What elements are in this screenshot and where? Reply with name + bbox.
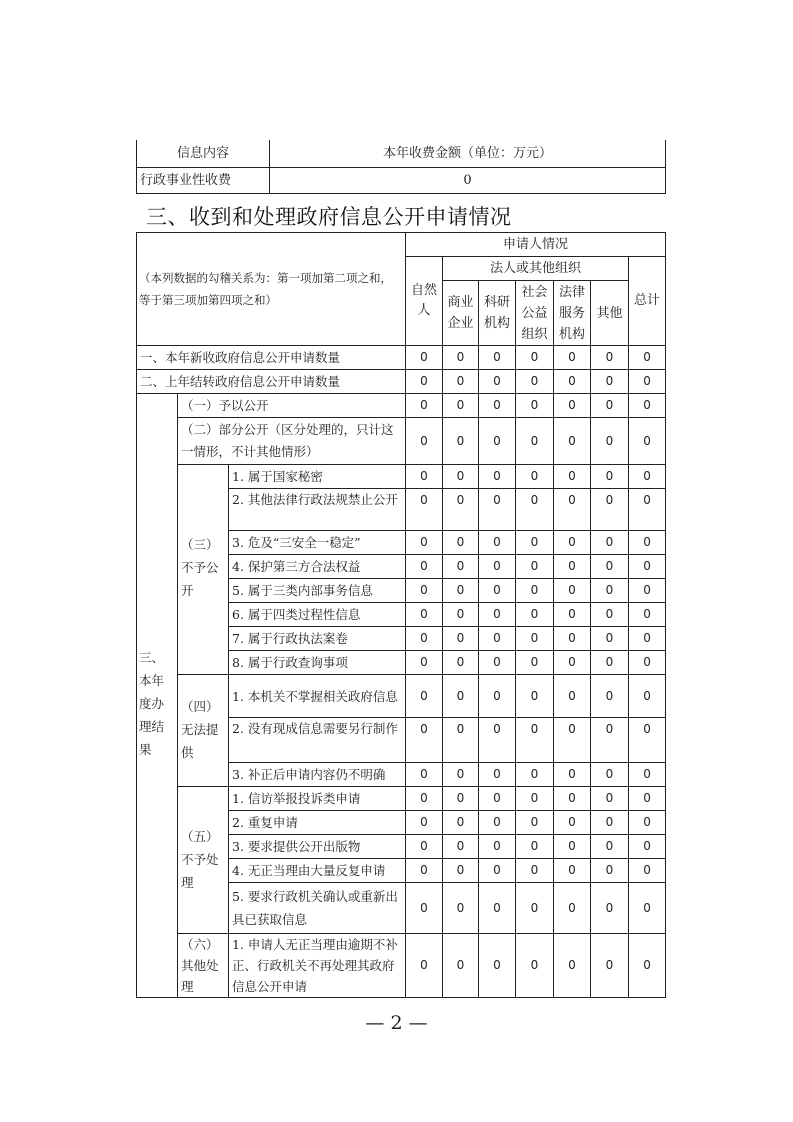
value-cell: 0 (629, 418, 666, 465)
row-label: 3. 要求提供公开出版物 (229, 835, 406, 859)
value-cell: 0 (443, 346, 479, 370)
value-cell: 0 (443, 787, 479, 811)
value-cell: 0 (479, 883, 516, 934)
value-cell: 0 (629, 370, 666, 394)
row-label: 2. 其他法律行政法规禁止公开 (229, 489, 406, 531)
row-label: （二）部分公开（区分处理的，只计这一情形，不计其他情形） (178, 418, 406, 465)
value-cell: 0 (443, 394, 479, 418)
table-row (137, 370, 666, 394)
value-cell: 0 (629, 346, 666, 370)
value-cell: 0 (554, 346, 591, 370)
value-cell: 0 (516, 555, 554, 579)
value-cell: 0 (516, 763, 554, 787)
note-cell: （本列数据的勾稽关系为：第一项加第二项之和，等于第三项加第四项之和） (137, 233, 406, 346)
value-cell: 0 (516, 627, 554, 651)
value-cell: 0 (479, 718, 516, 763)
row-label: 1. 属于国家秘密 (229, 465, 406, 489)
row-label: 2. 没有现成信息需要另行制作 (229, 718, 406, 763)
value-cell: 0 (554, 370, 591, 394)
value-cell: 0 (591, 346, 629, 370)
value-cell: 0 (479, 465, 516, 489)
row-label: 一、本年新收政府信息公开申请数量 (137, 346, 406, 370)
value-cell: 0 (554, 934, 591, 998)
value-cell: 0 (554, 603, 591, 627)
value-cell: 0 (516, 579, 554, 603)
value-cell: 0 (479, 346, 516, 370)
fee-header-amount: 本年收费金额（单位：万元） (270, 140, 666, 167)
value-cell: 0 (629, 934, 666, 998)
value-cell: 0 (629, 718, 666, 763)
value-cell: 0 (591, 651, 629, 675)
value-cell: 0 (406, 531, 443, 555)
value-cell: 0 (406, 934, 443, 998)
row-label: 4. 无正当理由大量反复申请 (229, 859, 406, 883)
row-label: 5. 要求行政机关确认或重新出具已获取信息 (229, 883, 406, 934)
value-cell: 0 (591, 787, 629, 811)
value-cell: 0 (406, 394, 443, 418)
value-cell: 0 (591, 465, 629, 489)
value-cell: 0 (406, 835, 443, 859)
value-cell: 0 (554, 787, 591, 811)
value-cell: 0 (629, 394, 666, 418)
value-cell: 0 (406, 675, 443, 718)
table-row (137, 787, 666, 811)
value-cell: 0 (554, 394, 591, 418)
value-cell: 0 (479, 934, 516, 998)
value-cell: 0 (629, 763, 666, 787)
value-cell: 0 (406, 465, 443, 489)
value-cell: 0 (554, 465, 591, 489)
value-cell: 0 (479, 763, 516, 787)
value-cell: 0 (443, 489, 479, 531)
value-cell: 0 (516, 394, 554, 418)
value-cell: 0 (443, 603, 479, 627)
value-cell: 0 (554, 718, 591, 763)
value-cell: 0 (443, 651, 479, 675)
value-cell: 0 (516, 835, 554, 859)
col-legal-service: 法律服务机构 (554, 281, 591, 346)
value-cell: 0 (406, 718, 443, 763)
col-research: 科研机构 (479, 281, 516, 346)
value-cell: 0 (406, 603, 443, 627)
value-cell: 0 (591, 418, 629, 465)
value-cell: 0 (443, 835, 479, 859)
value-cell: 0 (591, 811, 629, 835)
table-row (137, 934, 666, 998)
application-table (136, 232, 666, 998)
value-cell: 0 (443, 811, 479, 835)
value-cell: 0 (591, 489, 629, 531)
value-cell: 0 (554, 418, 591, 465)
value-cell: 0 (629, 835, 666, 859)
value-cell: 0 (443, 718, 479, 763)
row-label: 1. 信访举报投诉类申请 (229, 787, 406, 811)
value-cell: 0 (554, 579, 591, 603)
value-cell: 0 (406, 418, 443, 465)
value-cell: 0 (591, 531, 629, 555)
value-cell: 0 (516, 465, 554, 489)
col-social: 社会公益组织 (516, 281, 554, 346)
col-other: 其他 (591, 281, 629, 346)
table-row (137, 418, 666, 465)
value-cell: 0 (554, 763, 591, 787)
value-cell: 0 (443, 883, 479, 934)
value-cell: 0 (406, 883, 443, 934)
value-cell: 0 (516, 418, 554, 465)
value-cell: 0 (554, 531, 591, 555)
value-cell: 0 (479, 603, 516, 627)
group-result: 三、本年度办理结果 (137, 394, 178, 998)
col-natural: 自然人 (406, 257, 443, 346)
row-label: 3. 补正后申请内容仍不明确 (229, 763, 406, 787)
legal-header: 法人或其他组织 (443, 257, 629, 281)
value-cell: 0 (406, 555, 443, 579)
value-cell: 0 (629, 627, 666, 651)
value-cell: 0 (443, 763, 479, 787)
group-not-open: （三）不予公开 (178, 465, 229, 675)
value-cell: 0 (591, 579, 629, 603)
row-label: 2. 重复申请 (229, 811, 406, 835)
value-cell: 0 (406, 579, 443, 603)
value-cell: 0 (554, 555, 591, 579)
col-total: 总计 (629, 257, 666, 346)
group-cannot-provide: （四）无法提供 (178, 675, 229, 787)
value-cell: 0 (479, 675, 516, 718)
value-cell: 0 (516, 346, 554, 370)
value-cell: 0 (554, 489, 591, 531)
table-row (137, 394, 666, 418)
value-cell: 0 (406, 370, 443, 394)
value-cell: 0 (406, 651, 443, 675)
value-cell: 0 (443, 934, 479, 998)
value-cell: 0 (629, 883, 666, 934)
value-cell: 0 (629, 787, 666, 811)
value-cell: 0 (554, 651, 591, 675)
value-cell: 0 (629, 555, 666, 579)
fee-row-value: 0 (270, 167, 666, 193)
value-cell: 0 (591, 555, 629, 579)
value-cell: 0 (479, 835, 516, 859)
value-cell: 0 (406, 627, 443, 651)
fee-header-info: 信息内容 (137, 140, 270, 167)
row-label: 8. 属于行政查询事项 (229, 651, 406, 675)
row-label: 3. 危及“三安全一稳定” (229, 531, 406, 555)
value-cell: 0 (516, 883, 554, 934)
value-cell: 0 (629, 465, 666, 489)
value-cell: 0 (406, 787, 443, 811)
value-cell: 0 (554, 627, 591, 651)
value-cell: 0 (591, 718, 629, 763)
value-cell: 0 (479, 489, 516, 531)
value-cell: 0 (516, 531, 554, 555)
table-row (137, 465, 666, 489)
value-cell: 0 (591, 763, 629, 787)
value-cell: 0 (406, 811, 443, 835)
value-cell: 0 (479, 651, 516, 675)
value-cell: 0 (591, 627, 629, 651)
table-row (137, 346, 666, 370)
value-cell: 0 (591, 394, 629, 418)
row-label: 6. 属于四类过程性信息 (229, 603, 406, 627)
table-row (137, 675, 666, 718)
value-cell: 0 (443, 418, 479, 465)
section-heading: 三、收到和处理政府信息公开申请情况 (146, 205, 512, 229)
row-label: 4. 保护第三方合法权益 (229, 555, 406, 579)
fee-row-label: 行政事业性收费 (137, 167, 270, 193)
value-cell: 0 (479, 370, 516, 394)
value-cell: 0 (479, 787, 516, 811)
value-cell: 0 (406, 346, 443, 370)
value-cell: 0 (591, 934, 629, 998)
value-cell: 0 (479, 859, 516, 883)
row-label: 7. 属于行政执法案卷 (229, 627, 406, 651)
applicant-header: 申请人情况 (406, 233, 666, 257)
value-cell: 0 (516, 787, 554, 811)
value-cell: 0 (629, 603, 666, 627)
value-cell: 0 (443, 370, 479, 394)
row-label: 1. 申请人无正当理由逾期不补正、行政机关不再处理其政府信息公开申请 (229, 934, 406, 998)
col-business: 商业企业 (443, 281, 479, 346)
value-cell: 0 (479, 418, 516, 465)
value-cell: 0 (516, 718, 554, 763)
value-cell: 0 (443, 465, 479, 489)
value-cell: 0 (591, 883, 629, 934)
value-cell: 0 (479, 394, 516, 418)
value-cell: 0 (479, 811, 516, 835)
value-cell: 0 (591, 835, 629, 859)
row-label: 1. 本机关不掌握相关政府信息 (229, 675, 406, 718)
value-cell: 0 (554, 883, 591, 934)
value-cell: 0 (516, 489, 554, 531)
value-cell: 0 (591, 859, 629, 883)
value-cell: 0 (629, 531, 666, 555)
value-cell: 0 (443, 627, 479, 651)
value-cell: 0 (479, 627, 516, 651)
value-cell: 0 (554, 675, 591, 718)
value-cell: 0 (479, 579, 516, 603)
value-cell: 0 (554, 835, 591, 859)
value-cell: 0 (629, 811, 666, 835)
value-cell: 0 (479, 531, 516, 555)
value-cell: 0 (516, 934, 554, 998)
value-cell: 0 (554, 811, 591, 835)
value-cell: 0 (443, 859, 479, 883)
value-cell: 0 (443, 531, 479, 555)
value-cell: 0 (443, 579, 479, 603)
value-cell: 0 (406, 489, 443, 531)
value-cell: 0 (443, 675, 479, 718)
value-cell: 0 (516, 859, 554, 883)
value-cell: 0 (406, 859, 443, 883)
row-label: 5. 属于三类内部事务信息 (229, 579, 406, 603)
value-cell: 0 (629, 859, 666, 883)
value-cell: 0 (516, 651, 554, 675)
value-cell: 0 (479, 555, 516, 579)
fee-table (136, 140, 666, 194)
value-cell: 0 (406, 763, 443, 787)
row-label: 二、上年结转政府信息公开申请数量 (137, 370, 406, 394)
value-cell: 0 (629, 579, 666, 603)
value-cell: 0 (516, 811, 554, 835)
page-number: — 2 — (365, 1012, 428, 1034)
value-cell: 0 (554, 859, 591, 883)
value-cell: 0 (516, 370, 554, 394)
value-cell: 0 (629, 675, 666, 718)
value-cell: 0 (516, 675, 554, 718)
value-cell: 0 (516, 603, 554, 627)
value-cell: 0 (629, 489, 666, 531)
value-cell: 0 (591, 603, 629, 627)
group-not-process: （五）不予处理 (178, 787, 229, 934)
value-cell: 0 (591, 675, 629, 718)
group-other-process: （六）其他处理 (178, 934, 229, 998)
value-cell: 0 (629, 651, 666, 675)
value-cell: 0 (443, 555, 479, 579)
row-label: （一）予以公开 (178, 394, 406, 418)
value-cell: 0 (591, 370, 629, 394)
